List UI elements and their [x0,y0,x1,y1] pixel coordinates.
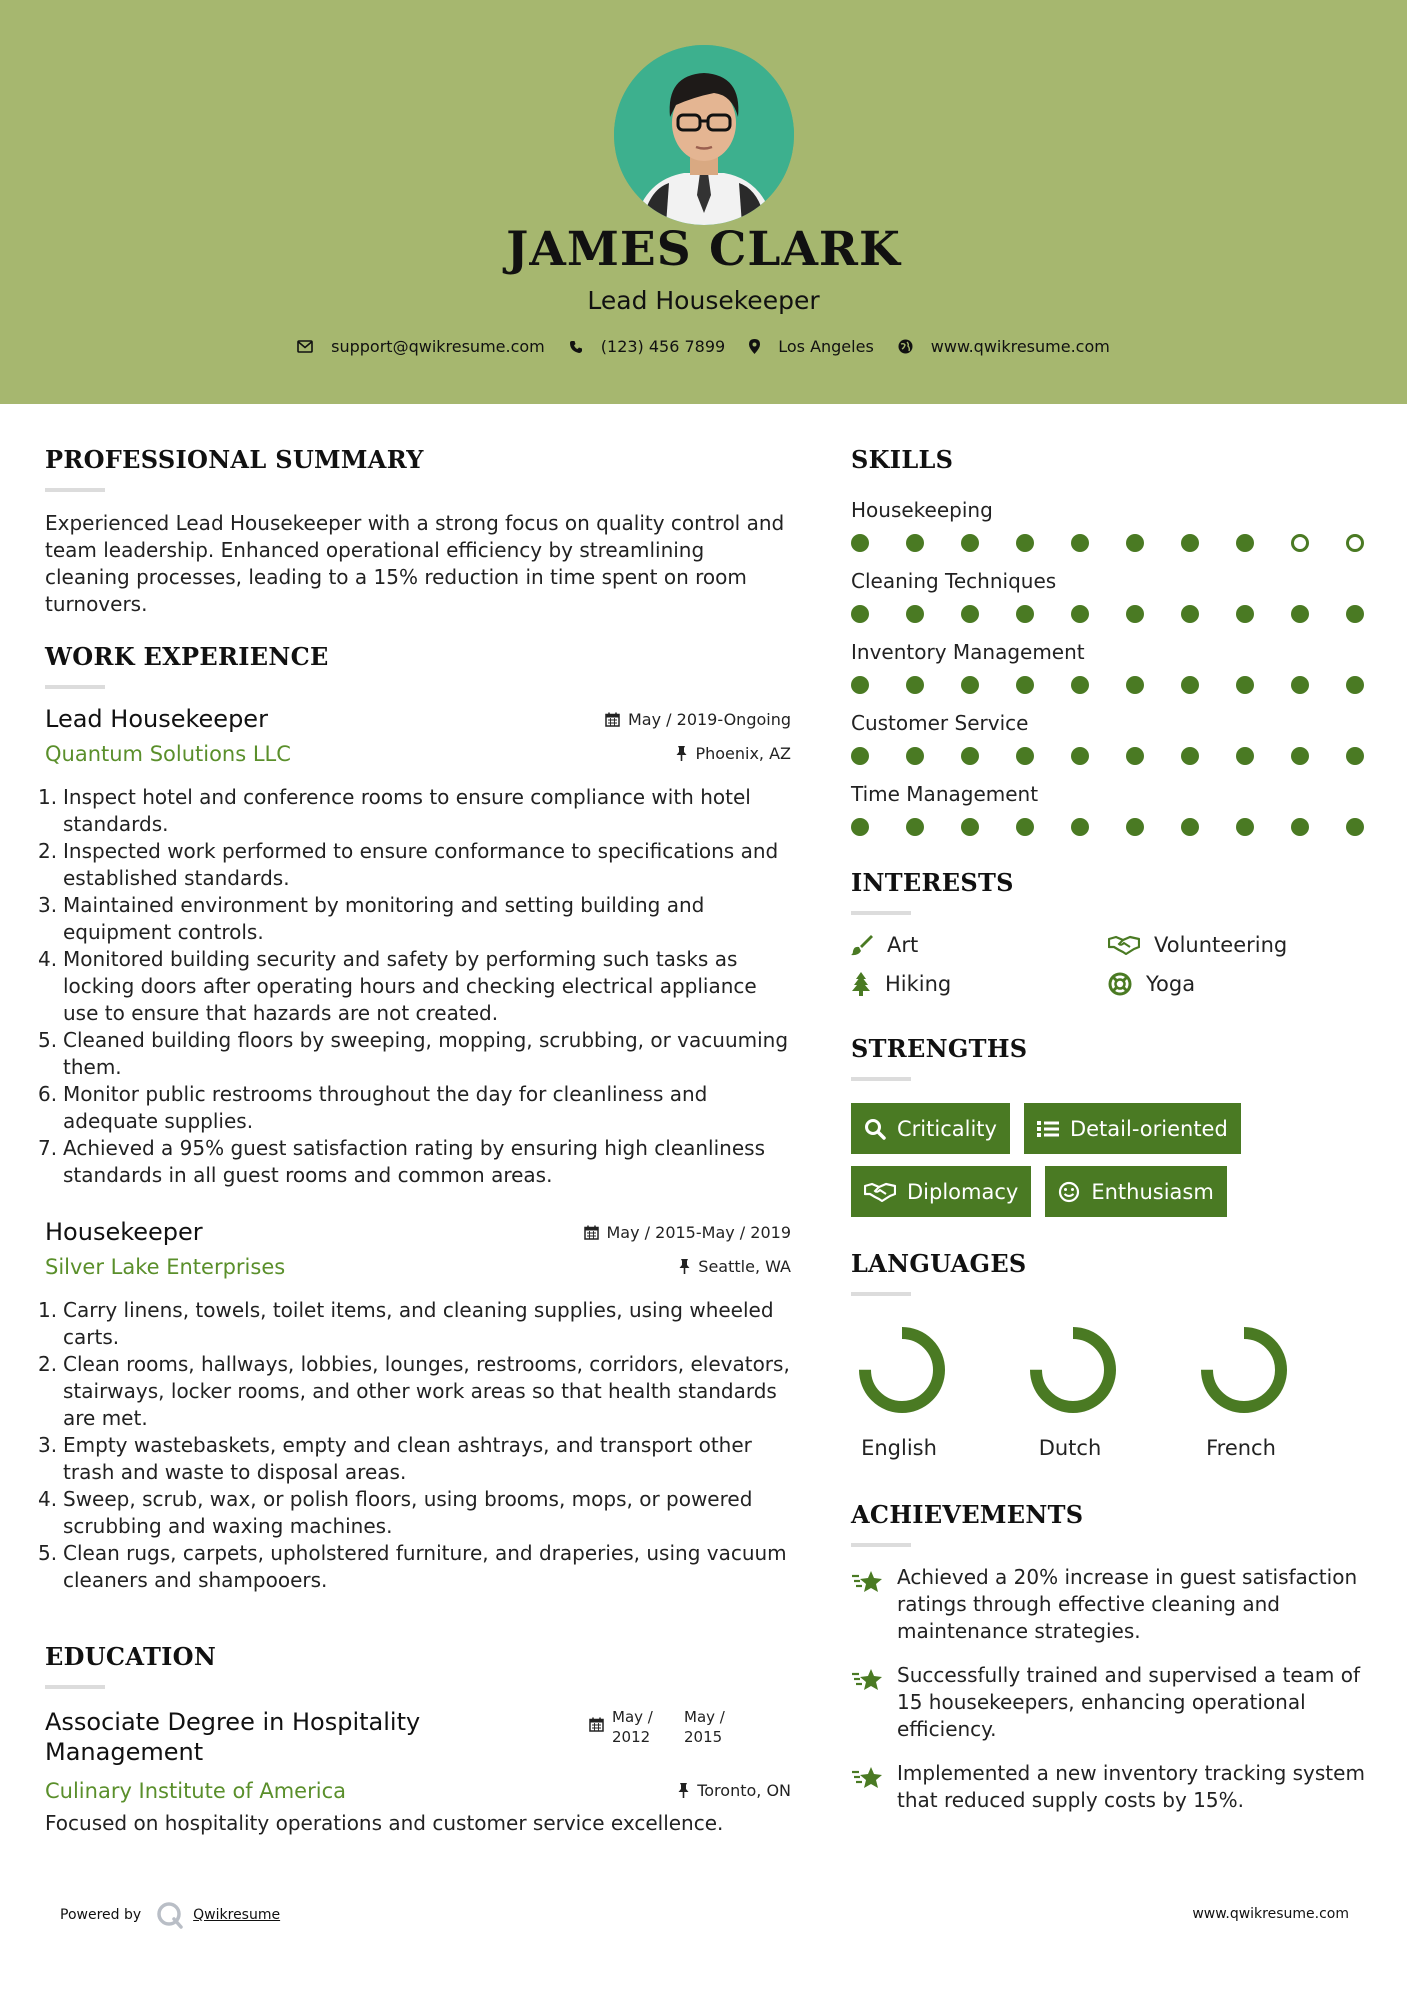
section-divider [851,1543,911,1547]
rating-dot-filled [1126,747,1144,765]
language-item [1193,1324,1364,1460]
summary-section [45,445,791,618]
skill-rating [851,676,1371,694]
rating-dot-filled [1291,676,1309,694]
language-level-arc [1207,1333,1281,1407]
achievement-text: Implemented a new inventory tracking system that reduced supply costs by 15%. [897,1761,1365,1812]
pushpin-icon [676,746,687,761]
brand-link[interactable]: Qwikresume [193,1907,281,1923]
interest-yoga: Yoga [1108,972,1365,996]
achievements-section [851,1500,1371,1814]
job-company: Quantum Solutions LLC [45,742,291,766]
phone-icon [569,340,583,354]
rating-dot-filled [906,676,924,694]
language-item [1022,1324,1193,1460]
rating-dot-filled [1071,747,1089,765]
language-proficiency-ring [856,1324,948,1416]
location-text: Los Angeles [778,337,874,356]
strength-chip: Detail-oriented [1024,1103,1241,1154]
achievement-text: Successfully trained and supervised a team of 15 housekeepers, enhancing operational efficiency. [897,1663,1361,1741]
interest-art: Art [851,933,1108,957]
education-text: Focused on hospitality operations and customer service excellence. [45,1811,724,1835]
globe-icon [898,339,913,354]
rating-dot-filled [961,747,979,765]
languages-list [851,1324,1371,1460]
experience-section [38,642,791,1594]
rating-dot-filled [1071,818,1089,836]
start-date: May / 2012 [612,1708,653,1746]
calendar-icon [589,1717,604,1732]
rating-dot-filled [851,818,869,836]
rating-dot-empty [1346,534,1364,552]
section-divider [851,911,911,915]
rating-dot-filled [961,605,979,623]
rating-dot-filled [961,534,979,552]
footer-powered-by [60,1900,280,1930]
handshake-icon [864,1182,896,1202]
school-row [45,1779,791,1803]
job-location [679,1257,791,1276]
interests-heading: INTERESTS [851,868,1014,897]
job-dates-text: May / 2019-Ongoing [628,710,791,729]
strengths-list [851,1091,1371,1217]
end-date: May / 2015 [684,1708,725,1746]
rating-dot-filled [1291,818,1309,836]
job-duties [38,784,791,1189]
rating-dot-filled [1016,676,1034,694]
rating-dot-filled [1071,676,1089,694]
profile-photo [614,45,794,225]
right-column [851,445,1371,1814]
duty-item: 5. Clean rugs, carpets, upholstered furniture, and draperies, using vacuum cleaners and shampooers. [38,1541,787,1592]
rating-dot-filled [1236,534,1254,552]
language-name: French [1206,1436,1276,1460]
skill-name: Time Management [851,782,1039,806]
duty-item: 4. Sweep, scrub, wax, or polish floors, using brooms, mops, or powered scrubbing and waxing machines. [38,1487,753,1538]
contact-bar [0,337,1407,356]
rating-dot-filled [1181,747,1199,765]
section-divider [851,1292,911,1296]
job-entry [38,1218,791,1594]
strength-chip: Criticality [851,1103,1010,1154]
list-icon [1037,1120,1059,1138]
candidate-name: JAMES CLARK [506,222,901,277]
contact-email[interactable] [297,337,545,356]
education-section [45,1642,791,1837]
rating-dot-filled [1291,605,1309,623]
strengths-heading: STRENGTHS [851,1034,1028,1063]
job-header [45,705,791,771]
duty-item: 1. Carry linens, towels, toilet items, and cleaning supplies, using wheeled carts. [38,1298,774,1349]
rating-dot-filled [1346,605,1364,623]
rating-dot-filled [1126,605,1144,623]
duty-item: 7. Achieved a 95% guest satisfaction rating by ensuring high cleanliness standards in all guest rooms and common areas. [38,1136,765,1187]
job-duties [38,1297,791,1594]
job-dates [584,1223,792,1242]
skill-rating [851,818,1371,836]
language-item [851,1324,1022,1460]
rating-dot-filled [1236,676,1254,694]
section-divider [45,1685,105,1689]
skill-name: Customer Service [851,711,1029,735]
paintbrush-icon [851,934,873,956]
header-band [0,0,1407,404]
experience-heading: WORK EXPERIENCE [45,642,329,671]
section-divider [45,685,105,689]
smile-icon [1058,1181,1080,1203]
skills-list [851,498,1371,836]
achievement-text: Achieved a 20% increase in guest satisfaction ratings through effective cleaning and maintenance strategies. [897,1565,1358,1643]
pushpin-icon [679,1259,690,1274]
strength-chip: Enthusiasm [1045,1166,1226,1217]
rating-dot-filled [1071,534,1089,552]
avatar [614,45,794,225]
school-name: Culinary Institute of America [45,1779,346,1803]
star-award-icon [851,1765,885,1791]
qwikresume-logo-icon [155,1900,185,1930]
rating-dot-filled [1291,747,1309,765]
calendar-icon [584,1225,599,1240]
skill-row [851,498,1371,552]
pushpin-icon [678,1783,689,1798]
skill-rating [851,747,1371,765]
section-divider [45,488,105,492]
tree-icon [851,972,871,996]
job-dates-text: May / 2015-May / 2019 [606,1223,791,1242]
website-text: www.qwikresume.com [930,337,1110,356]
rating-dot-filled [1181,605,1199,623]
achievements-heading: ACHIEVEMENTS [851,1500,1084,1529]
skill-name: Inventory Management [851,640,1085,664]
skill-name: Housekeeping [851,498,993,522]
degree-title: Associate Degree in Hospitality Management [45,1708,421,1766]
job-title: Lead Housekeeper [45,705,268,733]
interest-volunteering: Volunteering [1108,933,1365,957]
rating-dot-filled [1016,747,1034,765]
rating-dot-filled [1016,534,1034,552]
job-location-text: Seattle, WA [698,1257,791,1276]
job-entry [38,705,791,1189]
rating-dot-empty [1291,534,1309,552]
achievements-list [851,1564,1371,1814]
job-location [676,744,791,763]
envelope-icon [297,340,313,353]
rating-dot-filled [1126,818,1144,836]
school-location: Toronto, ON [678,1781,791,1800]
skills-section [851,445,1371,836]
language-level-arc [1036,1333,1110,1407]
skills-heading: SKILLS [851,445,954,474]
skill-row [851,569,1371,623]
rating-dot-filled [1016,605,1034,623]
rating-dot-filled [906,534,924,552]
job-dates [605,710,791,729]
rating-dot-filled [1236,747,1254,765]
strength-chip: Diplomacy [851,1166,1031,1217]
contact-location [749,337,874,356]
job-location-text: Phoenix, AZ [695,744,791,763]
job-company: Silver Lake Enterprises [45,1255,286,1279]
interests-section [851,868,1371,996]
rating-dot-filled [1181,818,1199,836]
education-dates [589,1707,756,1747]
rating-dot-filled [906,605,924,623]
rating-dot-filled [1181,676,1199,694]
languages-heading: LANGUAGES [851,1249,1027,1278]
rating-dot-filled [961,676,979,694]
duty-item: 6. Monitor public restrooms throughout the day for cleanliness and adequate supplies. [38,1082,708,1133]
duty-item: 5. Cleaned building floors by sweeping, mopping, scrubbing, or vacuuming them. [38,1028,789,1079]
skill-row [851,640,1371,694]
section-divider [851,1077,911,1081]
rating-dot-filled [1016,818,1034,836]
rating-dot-filled [851,676,869,694]
phone-text: (123) 456 7899 [600,337,726,356]
search-icon [864,1118,886,1140]
powered-by-text: Powered by [60,1907,142,1923]
education-header [45,1707,791,1777]
language-level-arc [865,1333,939,1407]
skill-rating [851,534,1371,552]
rating-dot-filled [1236,605,1254,623]
star-award-icon [851,1667,885,1693]
rating-dot-filled [1181,534,1199,552]
left-column [38,445,791,1837]
duty-item: 1. Inspect hotel and conference rooms to ensure compliance with hotel standards. [38,785,751,836]
rating-dot-filled [906,818,924,836]
skill-row [851,711,1371,765]
job-title: Housekeeper [45,1218,203,1246]
achievement-item [851,1662,1371,1743]
candidate-role: Lead Housekeeper [587,286,820,315]
interests-list [851,933,1371,996]
lifebuoy-icon [1108,972,1132,996]
skill-row [851,782,1371,836]
job-header [45,1218,791,1284]
skill-name: Cleaning Techniques [851,569,1057,593]
languages-section [851,1249,1371,1460]
calendar-icon [605,712,620,727]
footer-website[interactable]: www.qwikresume.com [1192,1906,1349,1922]
rating-dot-filled [1346,747,1364,765]
rating-dot-filled [851,605,869,623]
skill-rating [851,605,1371,623]
rating-dot-filled [906,747,924,765]
map-pin-icon [749,339,760,354]
duty-item: 3. Maintained environment by monitoring and setting building and equipment controls. [38,893,705,944]
rating-dot-filled [1236,818,1254,836]
email-text: support@qwikresume.com [331,337,545,356]
interest-hiking: Hiking [851,972,1108,996]
summary-heading: PROFESSIONAL SUMMARY [45,445,424,474]
star-award-icon [851,1569,885,1595]
rating-dot-filled [1346,818,1364,836]
rating-dot-filled [851,747,869,765]
handshake-icon [1108,935,1140,955]
rating-dot-filled [1126,534,1144,552]
language-name: Dutch [1038,1436,1102,1460]
rating-dot-filled [1071,605,1089,623]
duty-item: 2. Clean rooms, hallways, lobbies, lounges, restrooms, corridors, elevators, stairways, locker rooms, and other work areas so that health standards are met. [38,1352,790,1430]
rating-dot-filled [1126,676,1144,694]
rating-dot-filled [961,818,979,836]
language-proficiency-ring [1027,1324,1119,1416]
achievement-item [851,1760,1371,1814]
duty-item: 3. Empty wastebaskets, empty and clean ashtrays, and transport other trash and waste to disposal areas. [38,1433,752,1484]
education-heading: EDUCATION [45,1642,217,1671]
strengths-section [851,1034,1371,1217]
summary-text: Experienced Lead Housekeeper with a strong focus on quality control and team leadership. Enhanced operational efficiency by streamlining cleaning processes, leading to a 15% reduction in time spent on room turnovers. [45,511,785,616]
language-proficiency-ring [1198,1324,1290,1416]
duty-item: 2. Inspected work performed to ensure conformance to specifications and established standards. [38,839,779,890]
rating-dot-filled [1346,676,1364,694]
rating-dot-filled [851,534,869,552]
duty-item: 4. Monitored building security and safety by performing such tasks as locking doors after operating hours and checking electrical appliance use to ensure that hazards are not created. [38,947,757,1025]
achievement-item [851,1564,1371,1645]
contact-phone[interactable] [569,337,725,356]
contact-website[interactable] [898,337,1110,356]
language-name: English [861,1436,937,1460]
